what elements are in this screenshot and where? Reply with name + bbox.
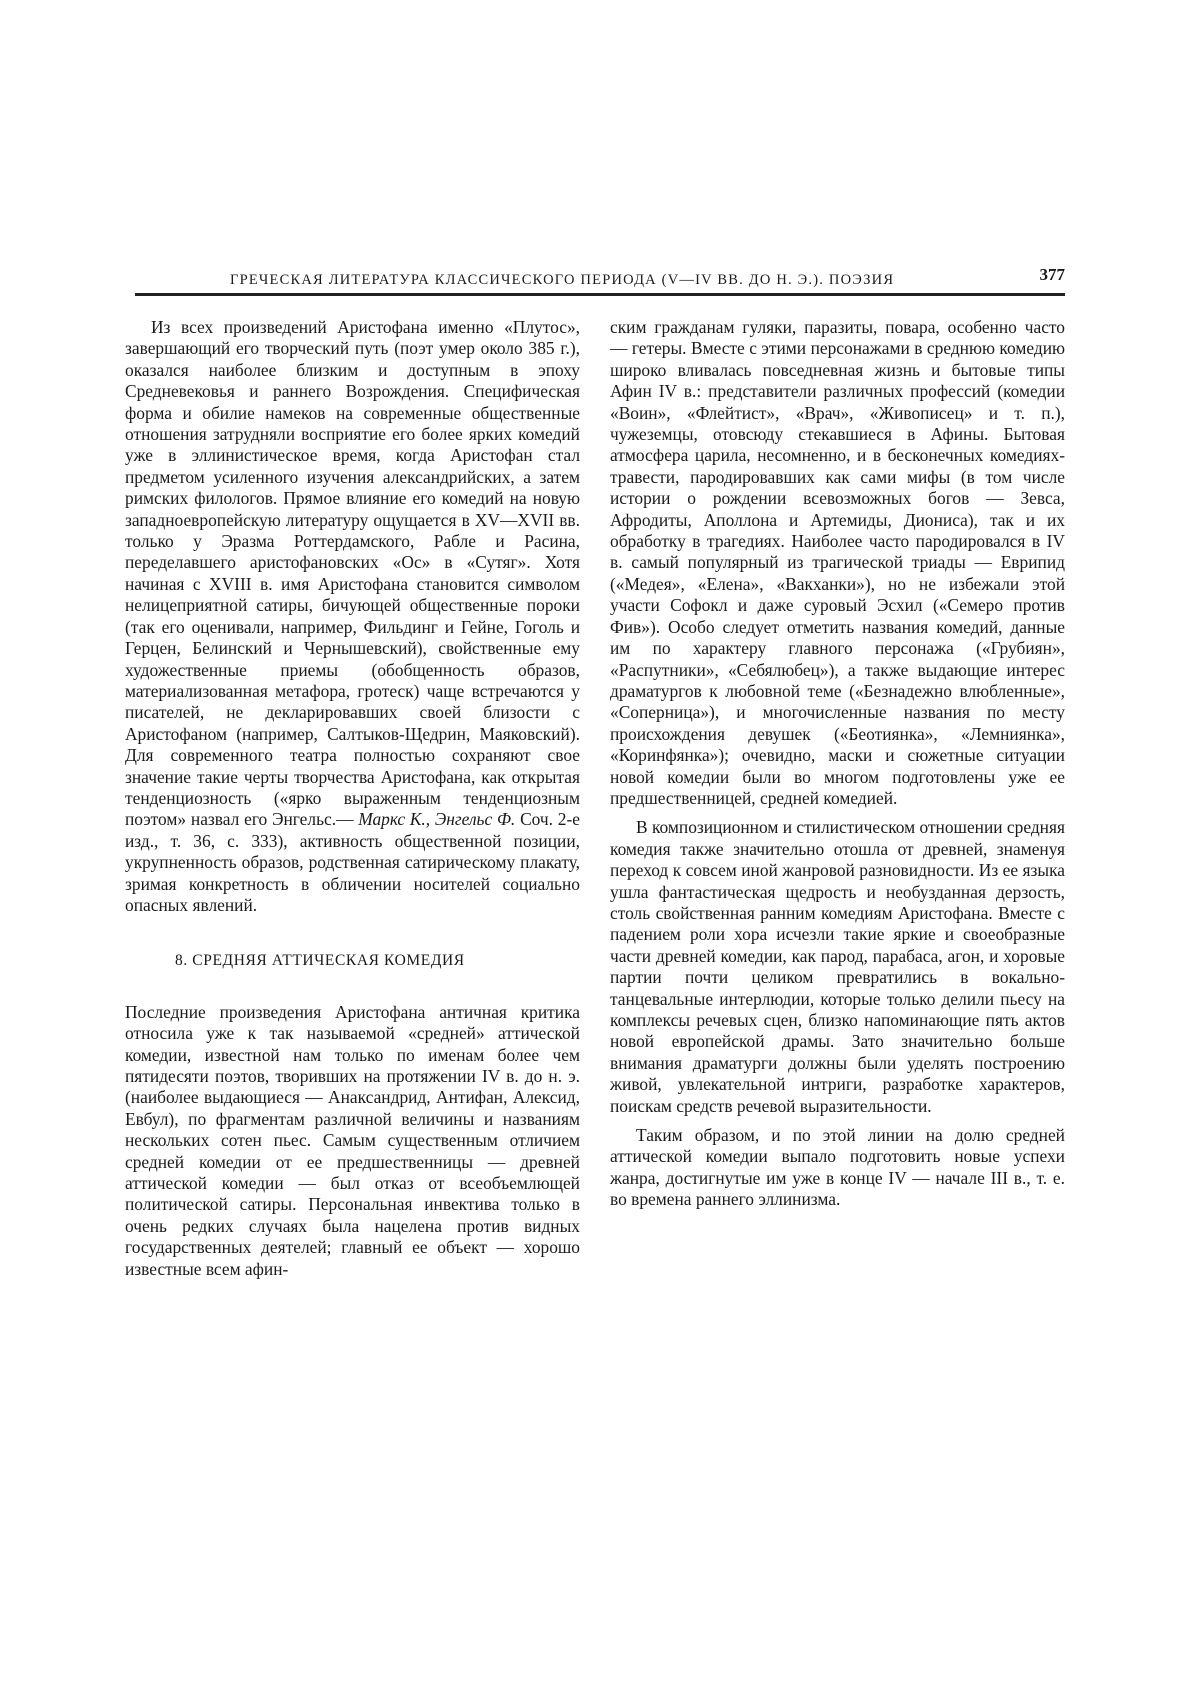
citation-author: Маркс К., Энгельс Ф. — [358, 809, 516, 830]
paragraph-conclusion: Таким образом, и по этой линии на долю средней аттической комедии выпало подготовить новые успехи жанра, достигнутые им уже в конце IV — начале III в., т. е. во времена раннего эллинизма. — [610, 1125, 1065, 1210]
paragraph-text: Из всех произведений Аристофана именно «Плутос», завершающий его творческий путь (поэт умер около 385 г.), оказался наиболее близким и доступным в эпоху Средневековья и раннего Возрождения. Специфическая форма и обилие намеков на современные общественные отношения затрудняли восприятие его более ярких комедий уже в эллинистическое время, когда Аристофан стал предметом усиленного изучения александрийских, а затем римских филологов. Прямое влияние его комедий на новую западноевропейскую литературу ощущается в XV—XVII вв. только у Эразма Роттердамского, Рабле и Расина, переделавшего аристофановских «Ос» в «Сутяг». Хотя начиная с XVIII в. имя Аристофана становится символом нелицеприятной сатиры, бичующей общественные пороки (так его оценивали, например, Фильдинг и Гейне, Гоголь и Герцен, Белинский и Чернышевский), свойственные ему художественные приемы (обобщенность образов, материализованная метафора, гротеск) чаще встречаются у писателей, не декларировавших своей близости с Аристофаном (например, Салтыков-Щедрин, Маяковский). Для современного театра полностью сохраняют свое значение такие черты творчества Аристофана, как открытая тенденциозность («ярко выраженным тенденциозным поэтом» назвал его Энгельс.— — [125, 317, 580, 830]
left-column — [125, 317, 580, 1280]
paragraph-middle-comedy-intro: Последние произведения Аристофана античная критика относила уже к так называемой «средней» аттической комедии, известной нам только по именам более чем пятидесяти поэтов, творивших на протяжении IV в. до н. э. (наиболее выдающиеся — Анаксандрид, Антифан, Алексид, Евбул), по фрагментам различной величины и названиям нескольких сотен пьес. Самым существенным отличием средней комедии от ее предшественницы — древней аттической комедии — был отказ от всеобъемлющей политической сатиры. Персональная инвектива только в очень редких случаях была нацелена против видных государственных деятелей; главный ее объект — хорошо известные всем афин- — [125, 1001, 580, 1279]
paragraph-text: Соч. 2-е изд., т. 36, с. 333), активность общественной позиции, укрупненность образов, родственная сатирическому плакату, зримая конкретность в обличении носителей социально опасных явлений. — [125, 809, 580, 915]
paragraph-middle-comedy-types: ским гражданам гуляки, паразиты, повара, особенно часто — гетеры. Вместе с этими персонажами в среднюю комедию широко вливалась повседневная жизнь и бытовые типы Афин IV в.: представители различных профессий (комедии «Воин», «Флейтист», «Врач», «Живописец» и т. п.), чужеземцы, отовсюду стекавшиеся в Афины. Бытовая атмосфера царила, несомненно, и в бесконечных комедиях-травести, пародировавших как сами мифы (в том числе истории о рождении всевозможных богов — Зевса, Афродиты, Аполлона и Артемиды, Диониса), так и их обработку в трагедиях. Наиболее часто пародировался в IV в. самый популярный из трагической триады — Еврипид («Медея», «Елена», «Вакханки»), но не избежали этой участи Софокл и даже суровый Эсхил («Семеро против Фив»). Особо следует отметить названия комедий, данные им по характеру главного персонажа («Грубиян», «Распутники», «Себялюбец»), а также выдающие интерес драматургов к любовной теме («Безнадежно влюбленные», «Соперница»), и многочисленные названия по месту происхождения девушек («Беотиянка», «Лемниянка», «Коринфянка»); очевидно, маски и сюжетные ситуации новой комедии были во многом подготовлены уже ее предшественницей, средней комедией. — [610, 317, 1065, 808]
page-number: 377 — [1039, 265, 1065, 284]
right-column — [610, 317, 1065, 1211]
running-title: ГРЕЧЕСКАЯ ЛИТЕРАТУРА КЛАССИЧЕСКОГО ПЕРИОДА (V—IV ВВ. ДО Н. Э.). ПОЭЗИЯ — [230, 272, 895, 288]
section-heading: 8. СРЕДНЯЯ АТТИЧЕСКАЯ КОМЕДИЯ — [175, 952, 465, 970]
paragraph-aristophanes-legacy — [125, 317, 580, 916]
paragraph-composition: В композиционном и стилистическом отношении средняя комедия также значительно отошла от древней, знаменуя переход к совсем иной жанровой разновидности. Из ее языка ушла фантастическая щедрость и необузданная дерзость, столь свойственная ранним комедиям Аристофана. Вместе с падением роли хора исчезли такие яркие и своеобразные части древней комедии, как парод, парабаса, агон, и хоровые партии почти целиком превратились в вокально-танцевальные интерлюдии, которые только делили пьесу на комплексы речевых сцен, близко напоминающие пять актов новой европейской драмы. Зато значительно больше внимания драматурги должны были уделять построению живой, увлекательной интриги, разработке характеров, поискам средств речевой выразительности. — [610, 817, 1065, 1116]
running-header — [135, 263, 1065, 296]
